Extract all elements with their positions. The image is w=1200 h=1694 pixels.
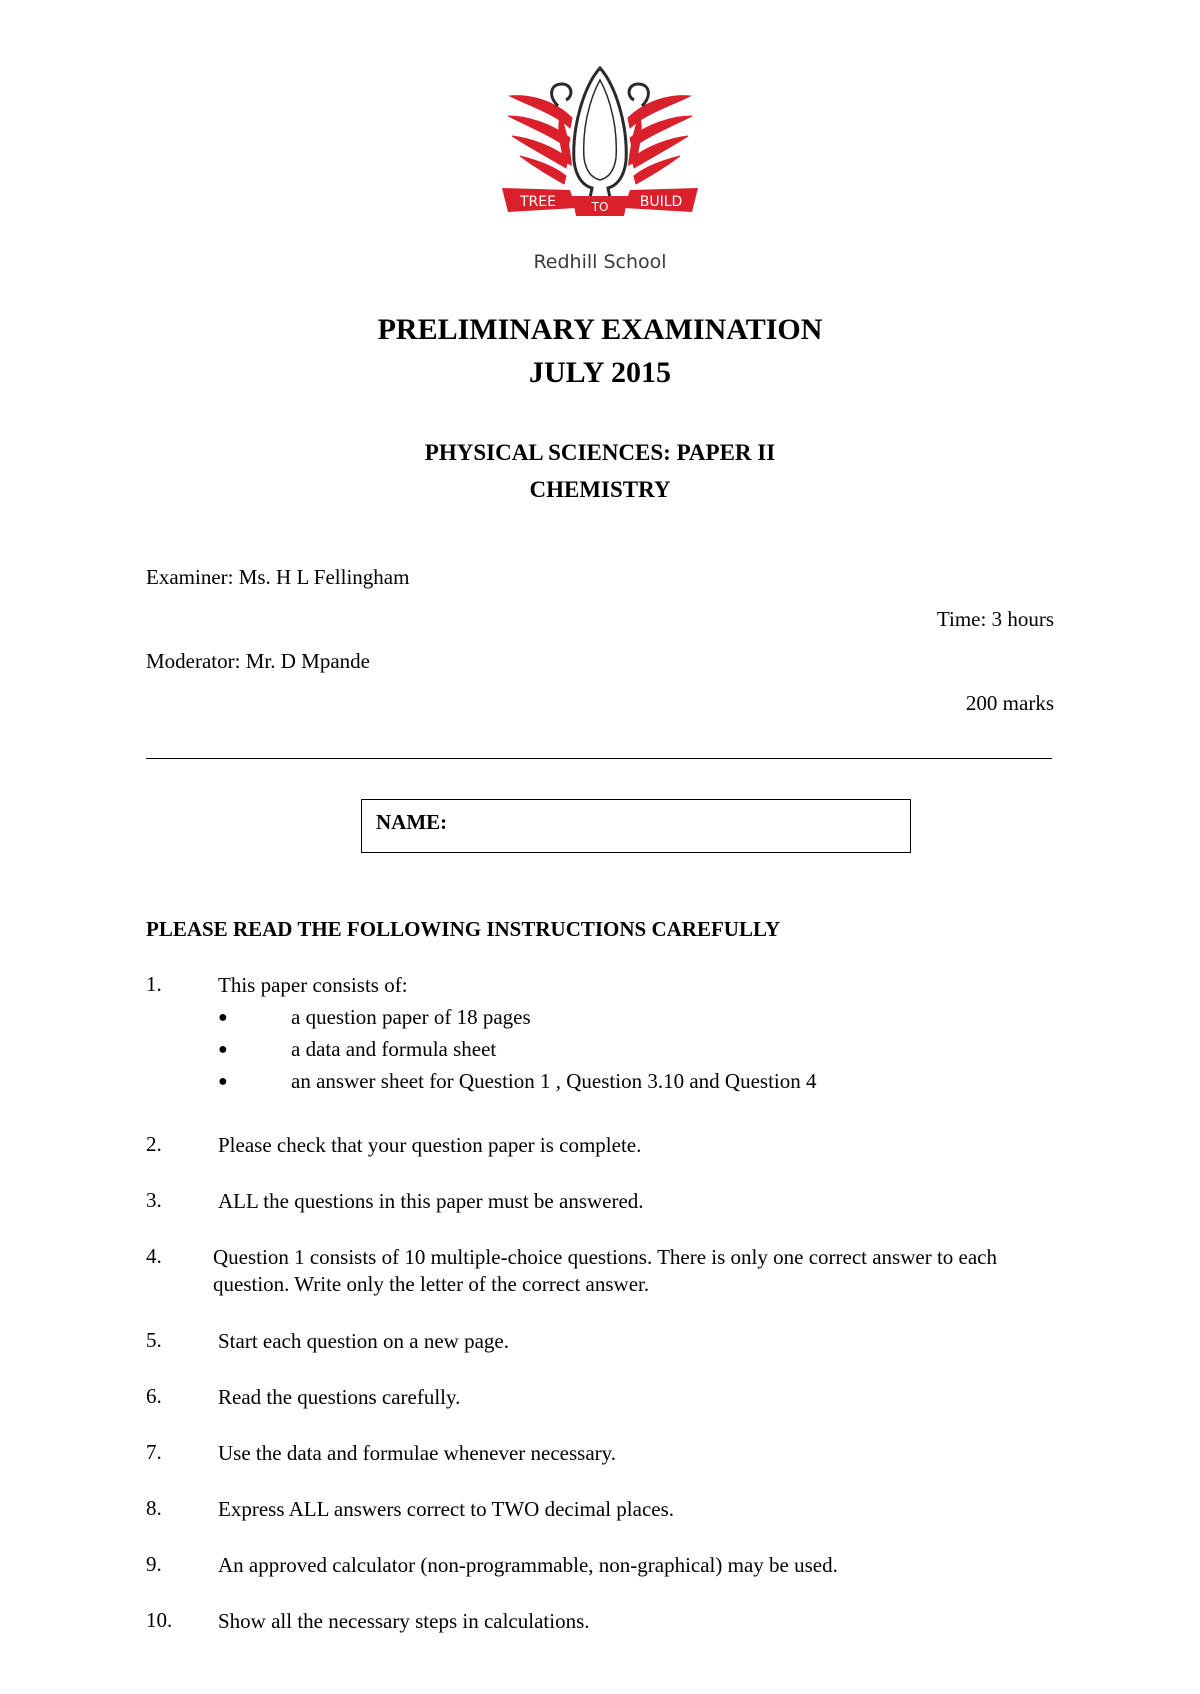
instruction-text: Express ALL answers correct to TWO decimal places. xyxy=(218,1497,675,1521)
instruction-number: 6. xyxy=(146,1384,162,1408)
instruction-number: 8. xyxy=(146,1496,162,1520)
instruction-text: Question 1 consists of 10 multiple-choice questions. There is only one correct answer to each question. Write only the letter of the correct answer. xyxy=(213,1245,997,1296)
instruction-number: 4. xyxy=(146,1244,162,1268)
svg-text:BUILD: BUILD xyxy=(639,194,683,210)
bullet-text: a question paper of 18 pages xyxy=(291,1005,531,1029)
instruction-text: An approved calculator (non-programmable, non-graphical) may be used. xyxy=(218,1553,838,1577)
school-name: Redhill School xyxy=(533,251,667,273)
moderator-line: Moderator: Mr. D Mpande xyxy=(146,649,370,673)
examiner-line: Examiner: Ms. H L Fellingham xyxy=(146,565,410,589)
instruction-number: 9. xyxy=(146,1552,162,1576)
instruction-text: Read the questions carefully. xyxy=(218,1385,461,1409)
bullet-text: an answer sheet for Question 1 , Question 3.10 and Question 4 xyxy=(291,1069,817,1093)
svg-text:TO: TO xyxy=(591,200,609,214)
instruction-number: 7. xyxy=(146,1440,162,1464)
bullet-icon: ● xyxy=(218,1009,228,1026)
subject-title: PHYSICAL SCIENCES: PAPER II xyxy=(424,440,776,465)
name-label: NAME: xyxy=(376,810,448,834)
instruction-text: Show all the necessary steps in calculations. xyxy=(218,1609,590,1633)
instruction-text: Start each question on a new page. xyxy=(218,1329,509,1353)
instruction-text: ALL the questions in this paper must be answered. xyxy=(218,1189,644,1213)
bullet-icon: ● xyxy=(218,1041,228,1058)
subject-subtitle: CHEMISTRY xyxy=(529,477,671,502)
marks-line: 200 marks xyxy=(965,691,1054,715)
instruction-number: 2. xyxy=(146,1132,162,1156)
instruction-number: 10. xyxy=(146,1608,173,1632)
divider-line xyxy=(146,758,1052,759)
name-field[interactable] xyxy=(361,799,911,853)
instruction-text: This paper consists of: xyxy=(218,973,408,997)
instruction-number: 3. xyxy=(146,1188,162,1212)
school-crest-logo xyxy=(500,66,700,236)
instruction-text: Please check that your question paper is complete. xyxy=(218,1133,642,1157)
instruction-text: Use the data and formulae whenever necessary. xyxy=(218,1441,617,1465)
bullet-text: a data and formula sheet xyxy=(291,1037,497,1061)
exam-date: JULY 2015 xyxy=(529,356,671,389)
instruction-number: 1. xyxy=(146,972,162,996)
exam-title: PRELIMINARY EXAMINATION xyxy=(377,313,823,346)
time-line: Time: 3 hours xyxy=(936,607,1054,631)
svg-text:TREE: TREE xyxy=(520,194,556,210)
bullet-icon: ● xyxy=(218,1073,228,1090)
instruction-number: 5. xyxy=(146,1328,162,1352)
instructions-heading: PLEASE READ THE FOLLOWING INSTRUCTIONS CAREFULLY xyxy=(146,917,781,941)
